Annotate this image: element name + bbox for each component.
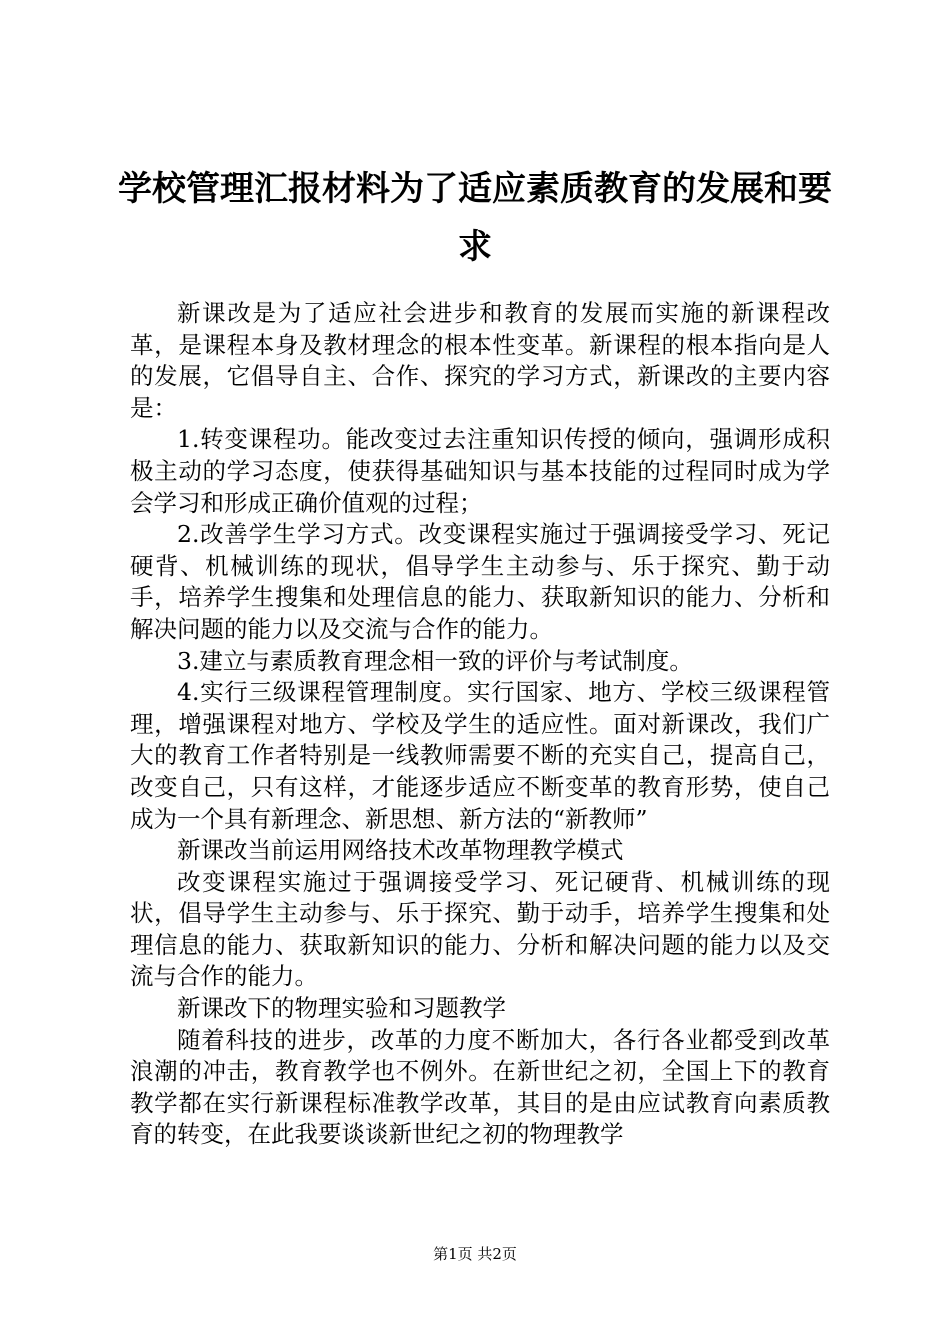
section-heading: 新课改当前运用网络技术改革物理教学模式 [177, 836, 624, 865]
document-title: 学校管理汇报材料为了适应素质教育的发展和要求 [118, 169, 832, 267]
section-heading: 新课改下的物理实验和习题教学 [177, 994, 506, 1023]
paragraph: 4.实行三级课程管理制度。实行国家、地方、学校三级课程管理，增强课程对地方、学校及学生的适应性。面对新课改，我们广大的教育工作者特别是一线教师需要不断的充实自己，提高自己，改变自己，只有这样，才能逐步适应不断变革的教育形势，使自己成为一个具有新理念、新思想、新方法的“新教师” [130, 678, 830, 833]
paragraph: 1.转变课程功。能改变过去注重知识传授的倾向，强调形成积极主动的学习态度，使获得基础知识与基本技能的过程同时成为学会学习和形成正确价值观的过程； [130, 425, 830, 517]
document-body [130, 298, 830, 1151]
page-number: 第1页 共2页 [433, 1245, 517, 1263]
paragraph: 随着科技的进步，改革的力度不断加大，各行各业都受到改革浪潮的冲击，教育教学也不例外。在新世纪之初，全国上下的教育教学都在实行新课程标准教学改革，其目的是由应试教育向素质教育的转变，在此我要谈谈新世纪之初的物理教学 [130, 1025, 830, 1149]
paragraph: 改变课程实施过于强调接受学习、死记硬背、机械训练的现状，倡导学生主动参与、乐于探究、勤于动手，培养学生搜集和处理信息的能力、获取新知识的能力、分析和解决问题的能力以及交流与合作的能力。 [130, 867, 830, 991]
paragraph: 3.建立与素质教育理念相一致的评价与考试制度。 [177, 646, 693, 675]
paragraph: 新课改是为了适应社会进步和教育的发展而实施的新课程改革，是课程本身及教材理念的根本性变革。新课程的根本指向是人的发展，它倡导自主、合作、探究的学习方式，新课改的主要内容是： [130, 299, 830, 422]
paragraph: 2.改善学生学习方式。改变课程实施过于强调接受学习、死记硬背、机械训练的现状，倡导学生主动参与、乐于探究、勤于动手，培养学生搜集和处理信息的能力、获取新知识的能力、分析和解决问题的能力以及交流与合作的能力。 [130, 520, 830, 643]
